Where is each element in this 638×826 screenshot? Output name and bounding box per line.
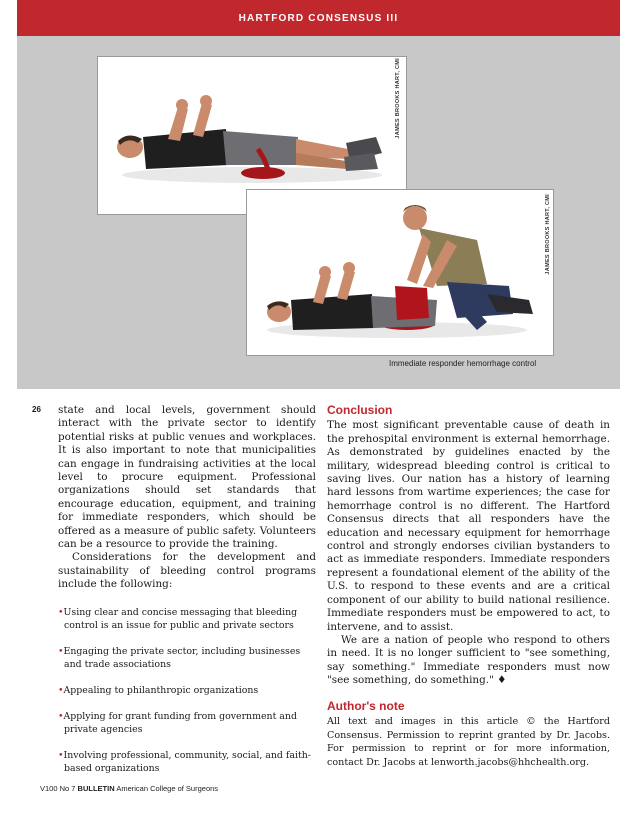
end-mark: ♦: [497, 674, 507, 687]
bullet-marker: •: [58, 645, 64, 657]
list-item: [58, 606, 316, 632]
body-paragraph: [327, 634, 610, 688]
page-number: 26: [32, 405, 41, 414]
header-title: HARTFORD CONSENSUS III: [238, 12, 399, 24]
left-column: [58, 404, 316, 788]
body-paragraph: The most significant preventable cause of death in the prehospital environment is external hemorrhage. As demonstrated by guidelines enacted by the military, widespread bleeding control is critical to saving lives. Our nation has a history of learning hard lessons from wartime experiences; the case for hemorrhage control is no different. The Hartford Consensus directs that all responders have the education and necessary equipment for hemorrhage control and strongly endorses civilian bystanders to act as immediate responders. Immediate responders represent a foundational element of the ability of the U.S. to respond to these events and are a critical component of our ability to build national resilience. Immediate responders must be empowered to act, to intervene, and to assist.: [327, 419, 610, 633]
author-note-heading: Author's note: [327, 698, 405, 713]
body-paragraph: state and local levels, government should interact with the private sector to identify potential risks at public venues and workplaces. It is also important to note that municipalities can engage in fundraising activities at the local level to procure equipment. Professional organizations should set standards that encourage education, equipment, and training for immediate responders, which should be offered as a measure of public safety. Volunteers can be a resource to provide the training.: [58, 404, 316, 551]
list-item: [58, 749, 316, 775]
list-item-text: Using clear and concise messaging that bleeding control is an issue for public and private sectors: [63, 606, 298, 631]
illustration-responder: [247, 190, 553, 355]
bullet-marker: •: [58, 684, 64, 696]
figure-caption: Immediate responder hemorrhage control: [389, 359, 537, 368]
bullet-marker: •: [58, 749, 64, 761]
photo-credit-bottom: JAMES BROOKS HART, CMI: [545, 194, 551, 275]
list-item-text: Engaging the private sector, including businesses and trade associations: [63, 645, 301, 670]
program-considerations-list: [58, 606, 316, 775]
author-note-text: All text and images in this article © the Hartford Consensus. Permission to reprint granted by Dr. Jacobs. For permission to reprint or for more information, contact Dr. Jacobs at lenworth.jacobs@hhchealth.org.: [327, 715, 610, 768]
photo-responder: [246, 189, 554, 356]
list-item-text: Applying for grant funding from government and private agencies: [63, 710, 297, 735]
page-footer: [40, 784, 218, 793]
footer-publication: BULLETIN: [77, 784, 115, 793]
body-paragraph: Considerations for the development and sustainability of bleeding control programs include the following:: [58, 551, 316, 591]
list-item: [58, 684, 316, 697]
right-column: [327, 404, 610, 769]
author-note: [327, 700, 610, 770]
bullet-marker: •: [58, 710, 64, 722]
list-item-text: Appealing to philanthropic organizations: [63, 684, 259, 696]
footer-volume: V100 No 7: [40, 784, 76, 793]
photo-credit-top: JAMES BROOKS HART, CMI: [395, 58, 401, 139]
list-item-text: Involving professional, community, social, and faith-based organizations: [63, 749, 311, 774]
list-item: [58, 710, 316, 736]
figure-panel: [17, 36, 620, 389]
bullet-marker: •: [58, 606, 64, 618]
conclusion-heading: Conclusion: [327, 403, 393, 417]
list-item: [58, 645, 316, 671]
running-header: [17, 0, 620, 36]
closing-sentence: We are a nation of people who respond to others in need. It is no longer sufficient to "see something, say something." Immediate responders must now "see something, do something.": [327, 633, 610, 687]
footer-organization: American College of Surgeons: [116, 784, 219, 793]
